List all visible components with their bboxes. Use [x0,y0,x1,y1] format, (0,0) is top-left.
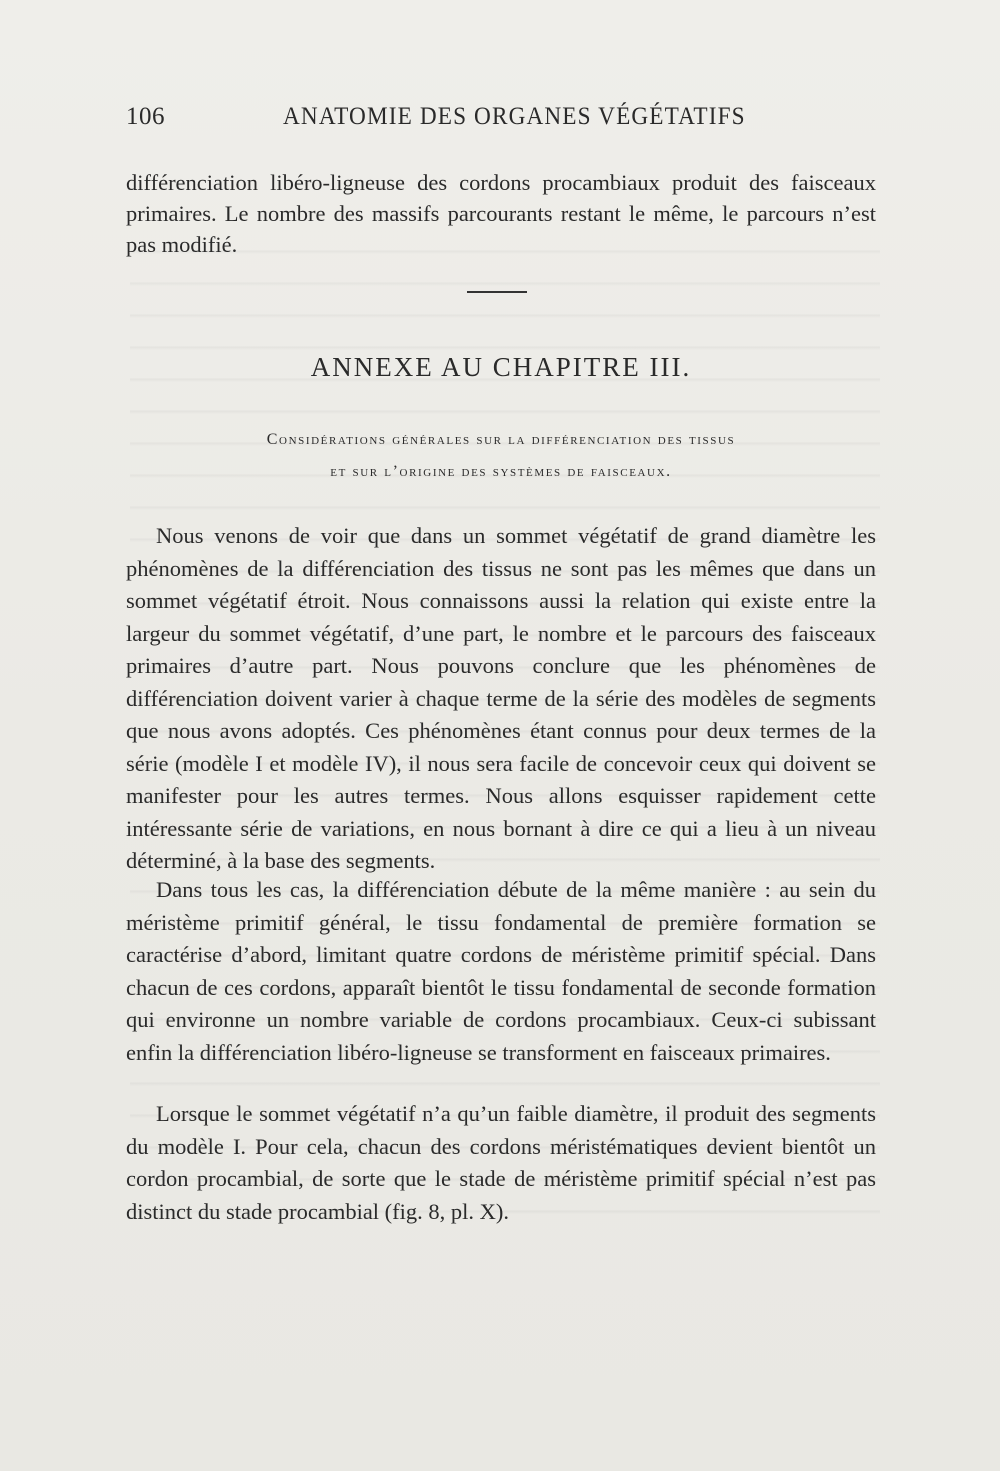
page-number: 106 [126,103,165,130]
body-paragraph-3: Lorsque le sommet végétatif n’a qu’un faible diamètre, il produit des segments du modèle I. Pour cela, chacun des cordons méristématiques devient bientôt un cordon procambial, de sorte que le stade de méristème primitif spécial n’est pas distinct du stade procambial (fig. 8, pl. X). [126,1101,876,1224]
intro-paragraph: différenciation libéro-ligneuse des cordons procambiaux produit des faisceaux primaires. Le nombre des massifs parcourants restant le même, le parcours n’est pas modifié. [126,170,876,257]
annex-title: ANNEXE AU CHAPITRE III. [310,352,692,382]
section-heading-line-2: et sur l’origine des systèmes de faisceaux. [330,463,672,480]
body-paragraph-1: Nous venons de voir que dans un sommet végétatif de grand diamètre les phénomènes de la différenciation des tissus ne sont pas les mêmes que dans un sommet végétatif étroit. Nous connaissons aussi la relation qui existe entre la largeur du sommet végétatif, d’une part, le nombre et le parcours des faisceaux primaires d’autre part. Nous pouvons conclure que les phénomènes de différenciation doivent varier à chaque terme de la série des modèles de segments que nous avons adoptés. Ces phénomènes étant connus pour deux termes de la série (modèle I et modèle IV), il nous sera facile de concevoir ceux qui doivent se manifester pour les autres termes. Nous allons esquisser rapidement cette intéressante série de variations, en nous bornant à dire ce qui a lieu à un niveau déterminé, à la base des segments. [126,523,876,873]
section-divider [467,291,527,293]
section-heading-line-1: Considérations générales sur la différenciation des tissus [266,431,736,448]
page-header [126,103,876,143]
running-title: ANATOMIE DES ORGANES VÉGÉTATIFS [283,103,746,130]
body-paragraph-2: Dans tous les cas, la différenciation débute de la même manière : au sein du méristème primitif général, le tissu fondamental de première formation se caractérise d’abord, limitant quatre cordons de méristème primitif spécial. Dans chacun de ces cordons, apparaît bientôt le tissu fondamental de seconde formation qui environne un nombre variable de cordons procambiaux. Ceux-ci subissant enfin la différenciation libéro-ligneuse se transforment en faisceaux primaires. [126,877,876,1065]
section-heading [126,424,876,488]
